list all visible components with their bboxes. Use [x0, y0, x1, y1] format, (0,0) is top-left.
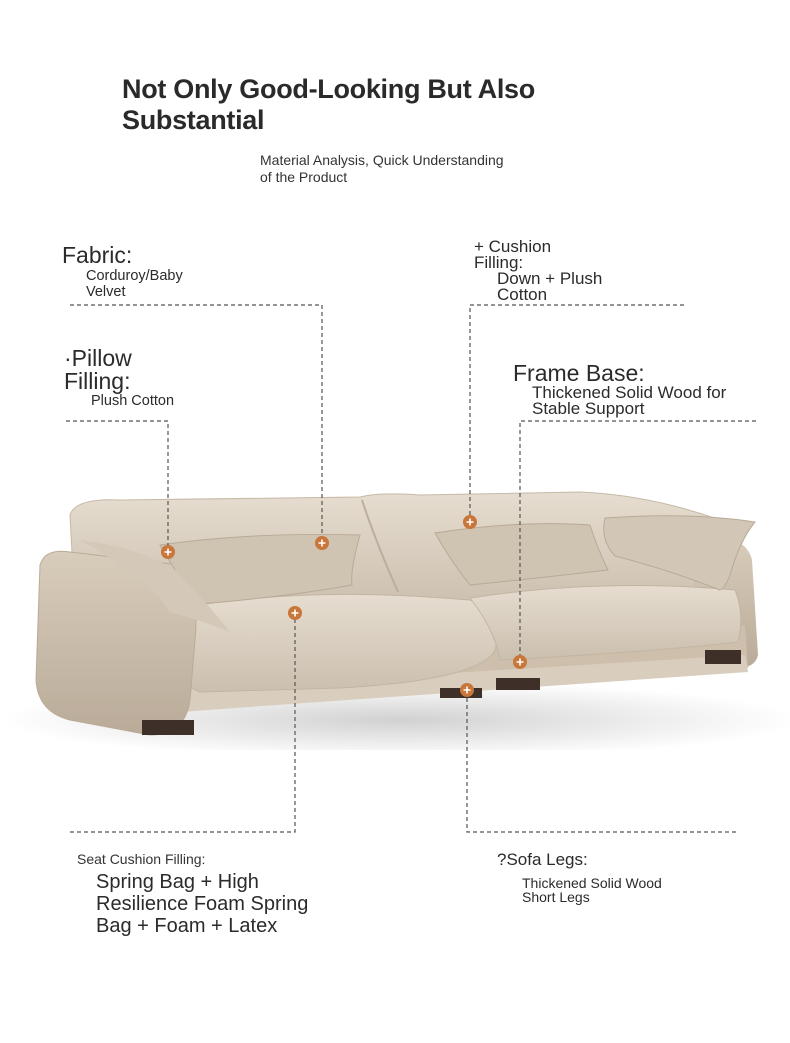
- seat-heading: Seat Cushion Filling:: [77, 851, 206, 867]
- cushion-heading-line-2: Filling:: [474, 253, 524, 272]
- seat-detail-line-1: Spring Bag + High: [96, 871, 259, 893]
- legs-detail-line-2: Short Legs: [522, 889, 590, 905]
- frame-detail-line-2: Stable Support: [532, 399, 645, 418]
- cushion-guide-line: [470, 305, 684, 522]
- subtitle-line-1: Material Analysis, Quick Understanding: [260, 152, 504, 168]
- plus-marker-icon[interactable]: [513, 655, 527, 669]
- frame-detail-line-1: Thickened Solid Wood for: [532, 383, 727, 402]
- seat-detail-line-2: Resilience Foam Spring: [96, 893, 309, 915]
- cushion-heading-line-1: + Cushion: [474, 237, 552, 256]
- plus-marker-icon[interactable]: [315, 536, 329, 550]
- plus-marker-icon[interactable]: [463, 515, 477, 529]
- title-line-2: Substantial: [122, 105, 265, 135]
- cushion-detail-line-1: Down + Plush: [497, 269, 603, 288]
- frame-heading: Frame Base:: [513, 360, 645, 386]
- seat-guide-line: [70, 613, 295, 832]
- fabric-guide-line: [70, 305, 322, 543]
- plus-marker-icon[interactable]: [161, 545, 175, 559]
- fabric-detail-line-1: Corduroy/Baby: [86, 268, 183, 284]
- pillow-guide-line: [66, 421, 168, 552]
- plus-marker-icon[interactable]: [288, 606, 302, 620]
- pillow-heading-line-1: ·Pillow: [64, 345, 132, 371]
- fabric-heading: Fabric:: [62, 242, 133, 268]
- markers: [161, 515, 527, 697]
- legs-heading: ?Sofa Legs:: [497, 850, 588, 869]
- pillow-heading-line-2: Filling:: [64, 368, 131, 394]
- seat-detail-line-3: Bag + Foam + Latex: [96, 915, 278, 937]
- plus-marker-icon[interactable]: [460, 683, 474, 697]
- legs-guide-line: [467, 690, 736, 832]
- frame-guide-line: [520, 421, 756, 662]
- legs-detail-line-1: Thickened Solid Wood: [522, 875, 662, 891]
- pillow-detail: Plush Cotton: [91, 393, 175, 409]
- fabric-detail-line-2: Velvet: [86, 284, 126, 300]
- subtitle-line-2: of the Product: [260, 169, 348, 185]
- cushion-detail-line-2: Cotton: [497, 285, 548, 304]
- title-line-1: Not Only Good-Looking But Also: [122, 74, 535, 104]
